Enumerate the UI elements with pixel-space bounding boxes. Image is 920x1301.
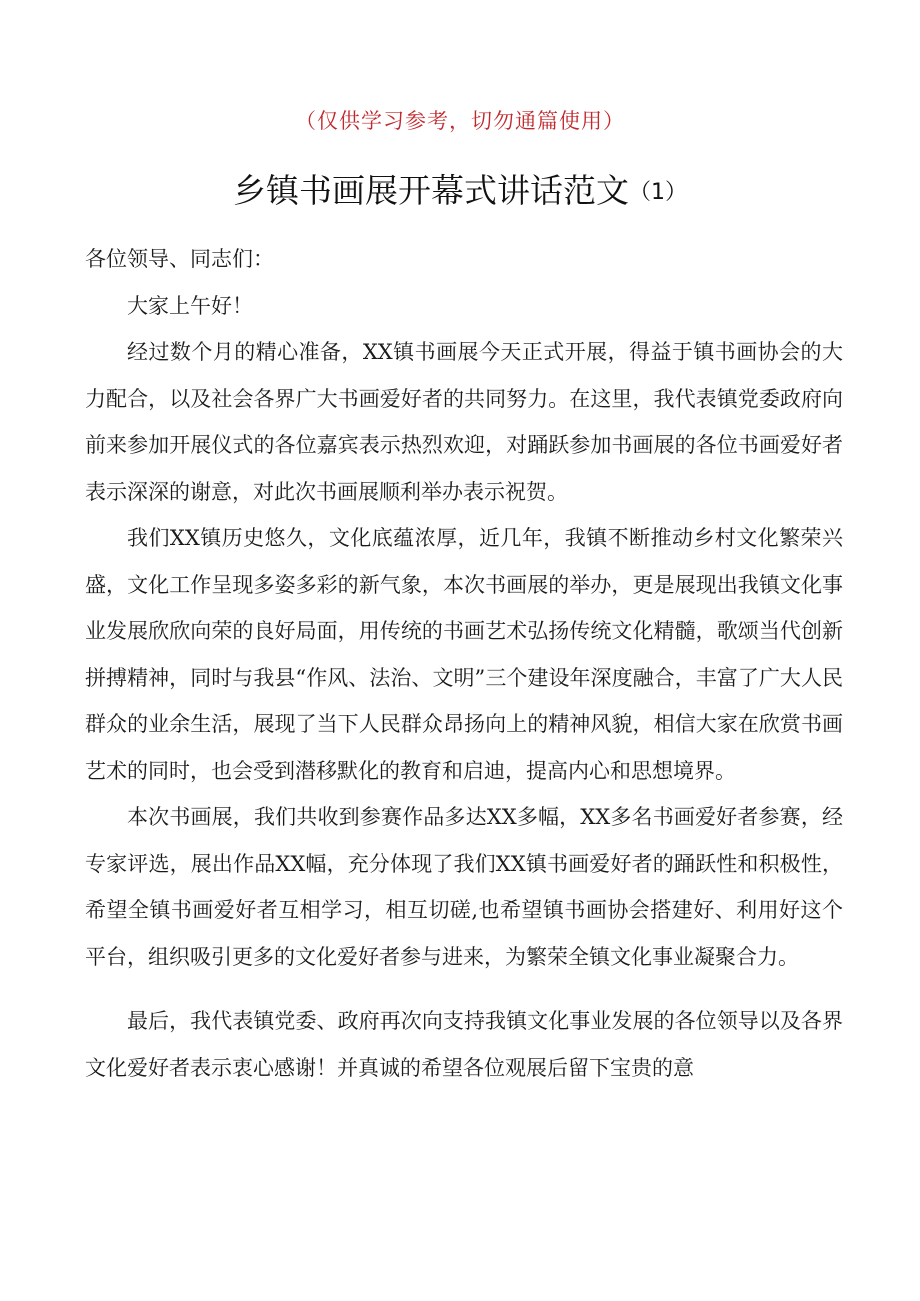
salutation: 各位领导、同志们： (85, 247, 274, 271)
title-text: 乡镇书画展开幕式讲话范文 (233, 171, 629, 210)
paragraph-welcome: 经过数个月的精心准备，XX镇书画展今天正式开展，得益于镇书画协会的大力配合，以及社会各界广大书画爱好者的共同努力。在这里，我代表镇党委政府向前来参加开展仪式的各位嘉宾表示热烈欢迎，对踊跃参加书画展的各位书画爱好者表示深深的谢意，对此次书画展顺利举办表示祝贺。 (85, 340, 843, 504)
title-number: （1） (629, 180, 687, 205)
disclaimer-note: （仅供学习参考，切勿通篇使用） (295, 109, 625, 133)
paragraph-exhibition: 本次书画展，我们共收到参赛作品多达XX多幅，XX多名书画爱好者参赛，经专家评选，展出作品XX幅，充分体现了我们XX镇书画爱好者的踊跃性和积极性，希望全镇书画爱好者互相学习，相互切磋,也希望镇书画协会搭建好、利用好这个平台，组织吸引更多的文化爱好者参与进来，为繁荣全镇文化事业凝聚合力。 (85, 805, 843, 969)
paragraph-opening: 大家上午好！ (127, 293, 253, 318)
document-body (85, 236, 843, 1091)
document-title (0, 166, 920, 218)
paragraph-closing: 最后，我代表镇党委、政府再次向支持我镇文化事业发展的各位领导以及各界文化爱好者表示衷心感谢！并真诚的希望各位观展后留下宝贵的意 (85, 1009, 843, 1080)
paragraph-culture: 我们XX镇历史悠久，文化底蕴浓厚，近几年，我镇不断推动乡村文化繁荣兴盛，文化工作呈现多姿多彩的新气象，本次书画展的举办，更是展现出我镇文化事业发展欣欣向荣的良好局面，用传统的书画艺术弘扬传统文化精髓，歌颂当代创新拼搏精神，同时与我县“作风、法治、文明”三个建设年深度融合，丰富了广大人民群众的业余生活，展现了当下人民群众昂扬向上的精神风貌，相信大家在欣赏书画艺术的同时，也会受到潜移默化的教育和启迪，提高内心和思想境界。 (85, 526, 843, 783)
